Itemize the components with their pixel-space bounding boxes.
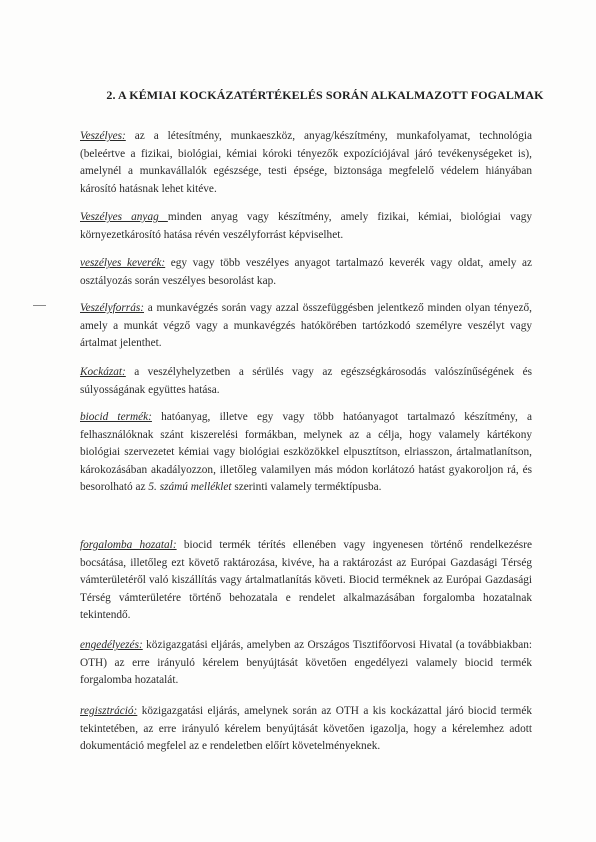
section-heading: 2. A KÉMIAI KOCKÁZATÉRTÉKELÉS SORÁN ALKALMAZOTT FOGALMAK xyxy=(106,88,544,102)
definition-text: hatóanyag, illetve egy vagy több hatóanyagot tartalmazó készítmény, a felhasználóknak szánt kiszerelési formákban, melynek az a célja, hogy valamely kártékony biológiai szervezetet kémiai vagy biológiai eszközökkel elpusztítson, elriasszon, ártalmatlanítson, károkozásában akadályozzon, illetőleg valamilyen más módon korlátozó hatást gyakoroljon rá, és besorolható az xyxy=(80,411,532,494)
term: biocid termék: xyxy=(80,411,152,423)
definition-text: a munkavégzés során vagy azzal összefüggésben jelentkező minden olyan tényező, amely a munkát végző vagy a munkavégzés hatókörében tartózkodó személyre veszélyt vagy ártalmat jelenthet. xyxy=(80,302,532,350)
definition-veszelyes-keverek xyxy=(80,255,532,290)
annex-reference: 5. számú melléklet xyxy=(148,481,232,494)
definition-regisztracio xyxy=(80,703,532,756)
definition-text: minden anyag vagy készítmény, amely fizikai, kémiai, biológiai vagy környezetkárosító hatása révén veszélyforrást képviselhet. xyxy=(80,211,533,241)
term: engedélyezés: xyxy=(80,639,143,651)
term: Veszélyes: xyxy=(80,130,126,142)
term: Kockázat: xyxy=(80,366,126,378)
margin-mark xyxy=(33,305,46,306)
definition-text-tail: szerinti valamely terméktípusba. xyxy=(231,481,382,494)
definition-text: közigazgatási eljárás, amelynek során az OTH a kis kockázattal járó biocid termék tekintetében, az erre irányuló kérelem benyújtását követően igazolja, hogy a kérelemhez adott dokumentáció megfelel az e rendeletben előírt követelményeknek. xyxy=(80,705,532,753)
definition-veszelyes-anyag xyxy=(80,209,532,244)
definition-veszelyforras xyxy=(80,300,532,353)
term: Veszélyforrás: xyxy=(80,302,145,314)
term: veszélyes keverék: xyxy=(80,257,166,269)
definition-engedelyezes xyxy=(80,637,532,690)
definition-kockazat xyxy=(80,364,532,399)
term: Veszélyes anyag xyxy=(80,211,168,223)
definition-veszelyes xyxy=(80,128,532,198)
definition-text: biocid termék térítés ellenében vagy ingyenesen történő rendelkezésre bocsátása, illetőleg ezt követő raktározása, kivéve, ha a raktározást az Európai Gazdasági Térség vámterületéről való kiszállítás vagy ártalmatlanítás követi. Biocid terméknek az Európai Gazdasági Térség vámterületére történő behozatala e rendelet alkalmazásában forgalomba hozatalnak tekintendő. xyxy=(80,539,532,622)
definition-forgalomba-hozatal xyxy=(80,537,532,625)
definition-text: a veszélyhelyzetben a sérülés vagy az egészségkárosodás valószínűségének és súlyosságának együttes hatása. xyxy=(80,366,532,396)
definition-text: közigazgatási eljárás, amelyben az Országos Tisztifőorvosi Hivatal (a továbbiakban: OTH) az erre irányuló kérelem benyújtását követően engedélyezi valamely biocid termék forgalomba hozatalát. xyxy=(80,639,532,687)
definition-text: az a létesítmény, munkaeszköz, anyag/készítmény, munkafolyamat, technológia (beleértve a fizikai, biológiai, kémiai kóroki tényezők expozíciójával járó tevékenységeket is), amelynél a munkavállalók egészsége, testi épsége, biztonsága megfelelő védelem hiányában károsító hatásnak lehet kitéve. xyxy=(80,130,532,195)
term: regisztráció: xyxy=(80,705,138,717)
term: forgalomba hozatal: xyxy=(80,539,177,551)
definition-biocid-termek xyxy=(80,409,532,497)
definition-text: egy vagy több veszélyes anyagot tartalmazó keverék vagy oldat, amely az osztályozás során veszélyes besorolást kap. xyxy=(80,257,532,287)
